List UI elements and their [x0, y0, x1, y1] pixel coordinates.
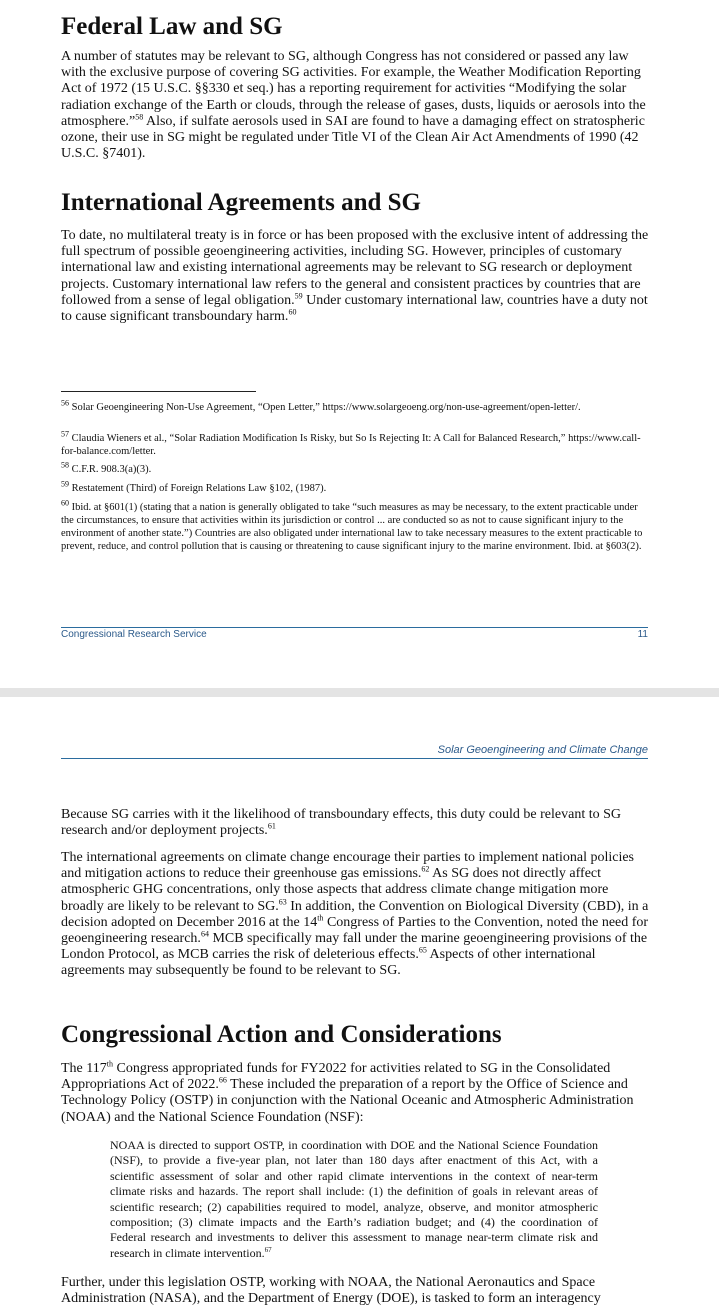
- footnote-59: $^{59}$ Restatement (Third) of Foreign Relations Law §102, (1987).: [61, 479, 327, 494]
- paragraph-further: Further, under this legislation OSTP, working with NOAA, the National Aeronautics and Space Administration (NASA), and the Department of Energy (DOE), is tasked to form an interagency: [61, 1275, 601, 1307]
- footnote-56: $^{56}$ Solar Geoengineering Non-Use Agreement, “Open Letter,” https://www.solargeoeng.org/non-use-agreement/open-letter/.: [61, 398, 581, 413]
- page-number: 11: [637, 629, 648, 640]
- footnote-ref-61[interactable]: 61: [267, 821, 276, 831]
- footnote-ref-64[interactable]: 64: [200, 929, 209, 939]
- section-heading-congressional-action: Congressional Action and Considerations: [61, 1021, 502, 1048]
- section-heading-international-agreements: International Agreements and SG: [61, 189, 421, 216]
- footer-rule: [61, 627, 648, 628]
- footnote-ref-67[interactable]: 67: [264, 1245, 272, 1254]
- footnote-separator: [61, 391, 256, 392]
- running-header: Solar Geoengineering and Climate Change: [437, 744, 648, 756]
- paragraph-congressional-action: The 117th Congress appropriated funds for FY2022 for activities related to SG in the Consolidated Appropriations Act of 2022.66 These included the preparation of a report by the Office of Science and Technology Policy (OSTP) in conjunction with the National Oceanic and Atmospheric Administration (NOAA) and the National Science Foundation (NSF):: [61, 1059, 634, 1125]
- paragraph-federal-law: A number of statutes may be relevant to SG, although Congress has not considered or passed any law with the exclusive purpose of covering SG activities. For example, the Weather Modification Reporting Act of 1972 (15 U.S.C. §§330 et seq.) has a reporting requirement for activities “Modifying the solar radiation exchange of the Earth or clouds, through the release of gases, dusts, liquids or aerosols into the atmosphere.”$^{58}$ Also, if sulfate aerosols used in SAI are found to have a damaging effect on stratospheric ozone, their use in SG might be regulated under Title VI of the Clean Air Act Amendments of 1990 (42 U.S.C. §7401).: [61, 49, 646, 162]
- section-heading-federal-law: Federal Law and SG: [61, 13, 283, 40]
- header-rule: [61, 758, 648, 759]
- page-12: [0, 697, 719, 1313]
- footnote-ref-58[interactable]: 58: [135, 112, 144, 122]
- footnote-ref-65[interactable]: 65: [418, 945, 427, 955]
- footnote-58: $^{58}$ C.F.R. 908.3(a)(3).: [61, 460, 152, 475]
- footnote-ref-60[interactable]: 60: [288, 307, 297, 317]
- footnote-57: $^{57}$ Claudia Wieners et al., “Solar Radiation Modification Is Risky, but So Is Rejecting It: A Call for Balanced Research,” https://www.call-for-balance.com/letter.: [61, 429, 641, 457]
- page-gap: [0, 688, 719, 697]
- footnote-60: $^{60}$ Ibid. at §601(1) (stating that a nation is generally obligated to take “such measures as may be necessary, to the extent practicable under the circumstances, to ensure that activities within its jurisdiction or control ... are conducted so as not to cause significant injury to the environment of another state.”) Countries are also obligated under international law to take necessary measures to the extent practicable to prevent, reduce, and control pollution that is causing or threatening to cause significant injury to the marine environment. Ibid. at §603(2).: [61, 498, 643, 552]
- paragraph-transboundary: Because SG carries with it the likelihood of transboundary effects, this duty could be relevant to SG research and/or deployment projects.$^{61}$: [61, 807, 621, 839]
- paragraph-international-agreements: To date, no multilateral treaty is in force or has been proposed with the exclusive intent of addressing the full spectrum of possible geoengineering activities, including SG. However, principles of customary international law and existing international agreements may be relevant to SG research or deployment projects. Customary international law refers to the general and consistent practices by countries that are followed from a sense of legal obligation.$^{59}$ Under customary international law, countries have a duty not to cause significant transboundary harm.$^{60}$: [61, 228, 649, 325]
- paragraph-international-climate: The international agreements on climate change encourage their parties to implement national policies and mitigation actions to reduce their greenhouse gas emissions.$^{62}$ As SG does not directly affect atmospheric GHG concentrations, only those aspects that address climate change mitigation more broadly are likely to be relevant to SG.$^{63}$ In addition, the Convention on Biological Diversity (CBD), in a decision adopted on December 2016 at the 14th Congress of Parties to the Convention, noted the need for geoengineering research.$^{64}$ MCB specifically may fall under the marine geoengineering provisions of the London Protocol, as MCB carries the risk of deleterious effects.$^{65}$ Aspects of other international agreements may subsequently be found to be relevant to SG.: [61, 850, 649, 979]
- footnote-ref-62[interactable]: 62: [421, 864, 430, 874]
- footnote-ref-66[interactable]: 66: [218, 1075, 227, 1085]
- footnote-ref-63[interactable]: 63: [278, 896, 287, 906]
- footer-publisher: Congressional Research Service: [61, 629, 207, 640]
- footnote-ref-59[interactable]: 59: [294, 291, 303, 301]
- block-quote: NOAA is directed to support OSTP, in coordination with DOE and the National Science Foundation (NSF), to provide a five-year plan, not later than 180 days after enactment of this Act, with a scientific assessment of solar and other rapid climate interventions in the context of near-term climate risks and hazards. The report shall include: (1) the definition of goals in relevant areas of scientific research; (2) capabilities required to model, analyze, observe, and monitor atmospheric composition; (3) climate impacts and the Earth’s radiation budget; and (4) the coordination of Federal research and investments to deliver this assessment to manage near-term climate risk and research in climate intervention.$^{67}$: [110, 1138, 598, 1260]
